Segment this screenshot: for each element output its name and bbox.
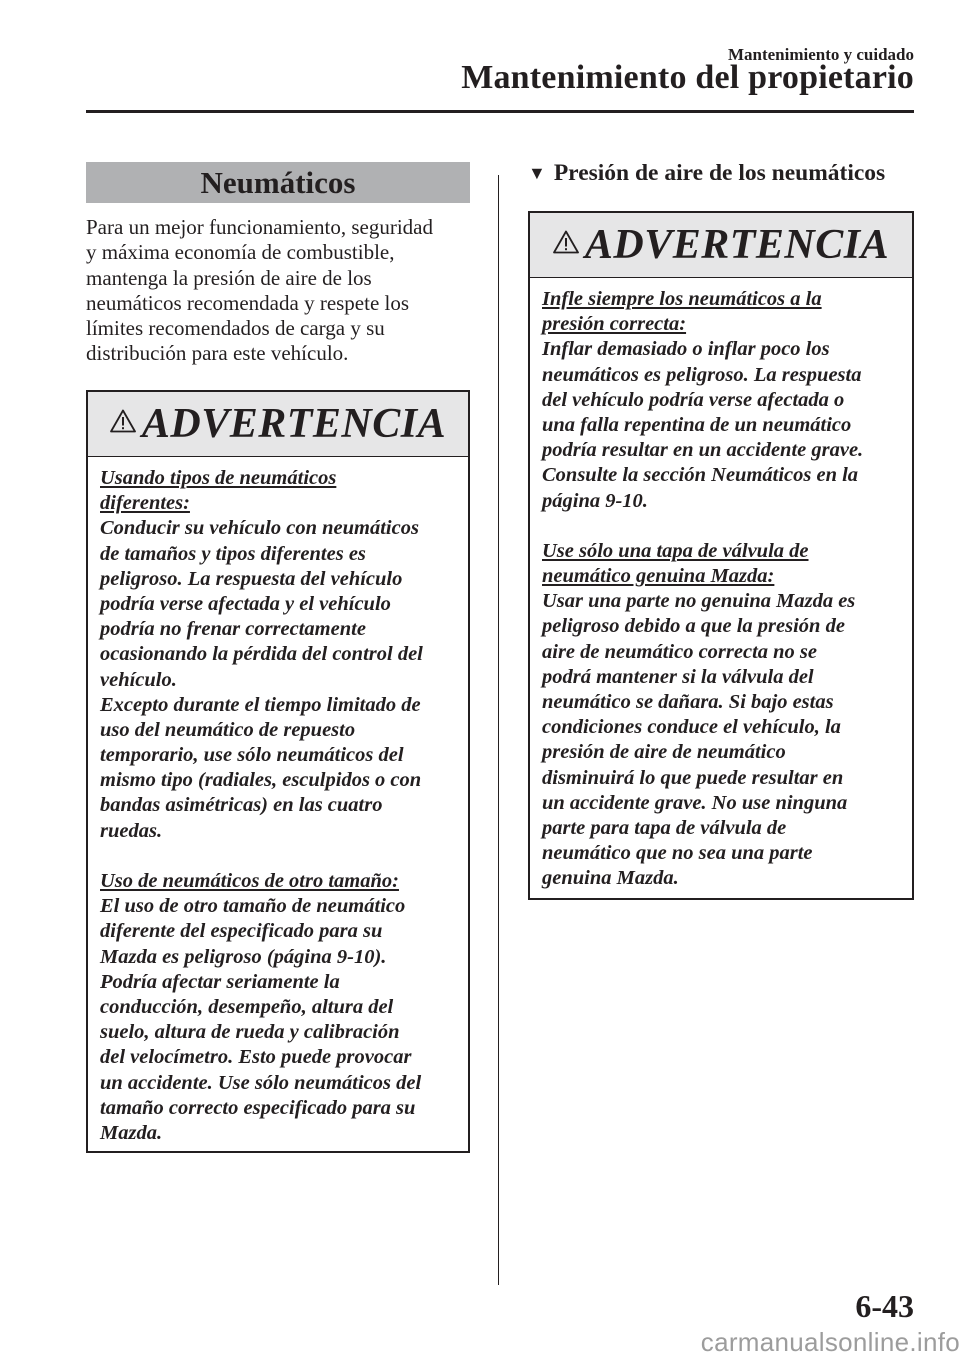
warning-line: del vehículo podría verse afectada o <box>542 388 845 411</box>
chapter-title: Mantenimiento y cuidado <box>727 45 914 64</box>
warning-subtitle: Usando tipos de neumáticos <box>100 467 337 489</box>
warning-line: podría resultar en un accidente grave. <box>542 439 864 462</box>
warning-line: genuina Mazda. <box>542 867 679 890</box>
intro-paragraph <box>86 215 470 367</box>
triangle-bullet-icon: ▼ <box>528 163 546 183</box>
warning-line: neumático que no sea una parte <box>542 842 813 865</box>
watermark: carmanualsonline.info <box>700 1327 960 1357</box>
warning-title: ADVERTENCIA <box>584 222 890 268</box>
warning-line: suelo, altura de rueda y calibración <box>100 1021 400 1044</box>
warning-line: un accidente. Use sólo neumáticos del <box>100 1071 422 1094</box>
warning-line: Mazda. <box>100 1121 163 1144</box>
intro-line: límites recomendados de carga y su <box>86 316 385 341</box>
warning-body <box>530 278 912 892</box>
warning-line: tamaño correcto especificado para su <box>100 1096 416 1119</box>
warning-line: presión de aire de neumático <box>542 741 786 764</box>
warning-line: neumático se dañara. Si bajo estas <box>542 691 834 713</box>
warning-subtitle: presión correcta: <box>542 313 687 336</box>
subsection-heading <box>528 160 885 187</box>
warning-line: de tamaños y tipos diferentes es <box>100 542 366 565</box>
header-rule <box>86 110 914 113</box>
warning-line: uso del neumático de repuesto <box>100 718 356 741</box>
warning-line: ocasionando la pérdida del control del <box>100 643 423 666</box>
warning-subtitle: diferentes: <box>100 492 190 515</box>
warning-line: podría no frenar correctamente <box>100 618 366 641</box>
warning-subtitle: Use sólo una tapa de válvula de <box>542 539 809 562</box>
warning-line: Conducir su vehículo con neumáticos <box>100 517 419 540</box>
warning-line: página 9-10. <box>542 489 648 512</box>
paragraph-gap <box>100 844 456 869</box>
warning-line: Podría afectar seriamente la <box>100 970 340 993</box>
warning-box-left <box>86 390 470 1153</box>
section-heading: Neumáticos <box>200 165 356 200</box>
warning-line: conducción, desempeño, altura del <box>100 995 394 1018</box>
warning-line: Consulte la sección Neumáticos en la <box>542 464 859 487</box>
warning-line: condiciones conduce el vehículo, la <box>542 716 841 739</box>
warning-line: una falla repentina de un neumático <box>542 413 852 436</box>
warning-line: vehículo. <box>100 668 177 691</box>
subsection-title: Presión de aire de los neumáticos <box>553 160 886 186</box>
warning-header <box>88 392 468 457</box>
warning-subtitle: Uso de neumáticos de otro tamaño: <box>100 870 399 892</box>
warning-line: parte para tapa de válvula de <box>542 816 787 839</box>
paragraph-gap <box>542 514 900 539</box>
page-number: 6-43 <box>855 1288 914 1324</box>
warning-line: disminuirá lo que puede resultar en <box>542 766 844 789</box>
warning-subtitle: Infle siempre los neumáticos a la <box>542 288 822 310</box>
warning-box-right <box>528 211 914 900</box>
warning-triangle-icon <box>553 230 579 254</box>
warning-line: Excepto durante el tiempo limitado de <box>100 693 421 716</box>
warning-line: un accidente grave. No use ninguna <box>542 791 848 814</box>
warning-line: temporario, use sólo neumáticos del <box>100 744 404 767</box>
section-heading-band <box>86 162 470 203</box>
warning-line: peligroso. La respuesta del vehículo <box>100 567 403 590</box>
warning-line: mismo tipo (radiales, esculpidos o con <box>100 769 422 792</box>
warning-line: aire de neumático correcta no se <box>542 640 818 663</box>
warning-triangle-icon <box>110 409 136 433</box>
column-divider <box>498 175 499 1285</box>
warning-header <box>530 213 912 278</box>
intro-line: Para un mejor funcionamiento, seguridad <box>86 215 433 239</box>
warning-line: Mazda es peligroso (página 9-10). <box>100 945 387 968</box>
warning-line: Usar una parte no genuina Mazda es <box>542 590 856 613</box>
intro-line: y máxima economía de combustible, <box>86 240 395 265</box>
intro-line: mantenga la presión de aire de los <box>86 265 372 290</box>
warning-line: neumáticos es peligroso. La respuesta <box>542 363 862 386</box>
warning-title: ADVERTENCIA <box>141 401 447 447</box>
warning-line: del velocímetro. Esto puede provocar <box>100 1046 412 1069</box>
intro-line: neumáticos recomendada y respete los <box>86 290 410 315</box>
warning-subtitle: neumático genuina Mazda: <box>542 565 775 588</box>
warning-line: Inflar demasiado o inflar poco los <box>542 338 830 361</box>
section-title: Mantenimiento del propietario <box>461 59 914 96</box>
intro-line: distribución para este vehículo. <box>86 341 349 366</box>
warning-line: El uso de otro tamaño de neumático <box>100 895 406 918</box>
warning-line: podría verse afectada y el vehículo <box>100 592 391 615</box>
warning-line: peligroso debido a que la presión de <box>542 615 845 638</box>
warning-line: diferente del especificado para su <box>100 920 383 943</box>
warning-body <box>88 457 468 1146</box>
warning-line: ruedas. <box>100 819 163 842</box>
warning-line: podrá mantener si la válvula del <box>542 665 814 688</box>
warning-line: bandas asimétricas) en las cuatro <box>100 794 383 817</box>
